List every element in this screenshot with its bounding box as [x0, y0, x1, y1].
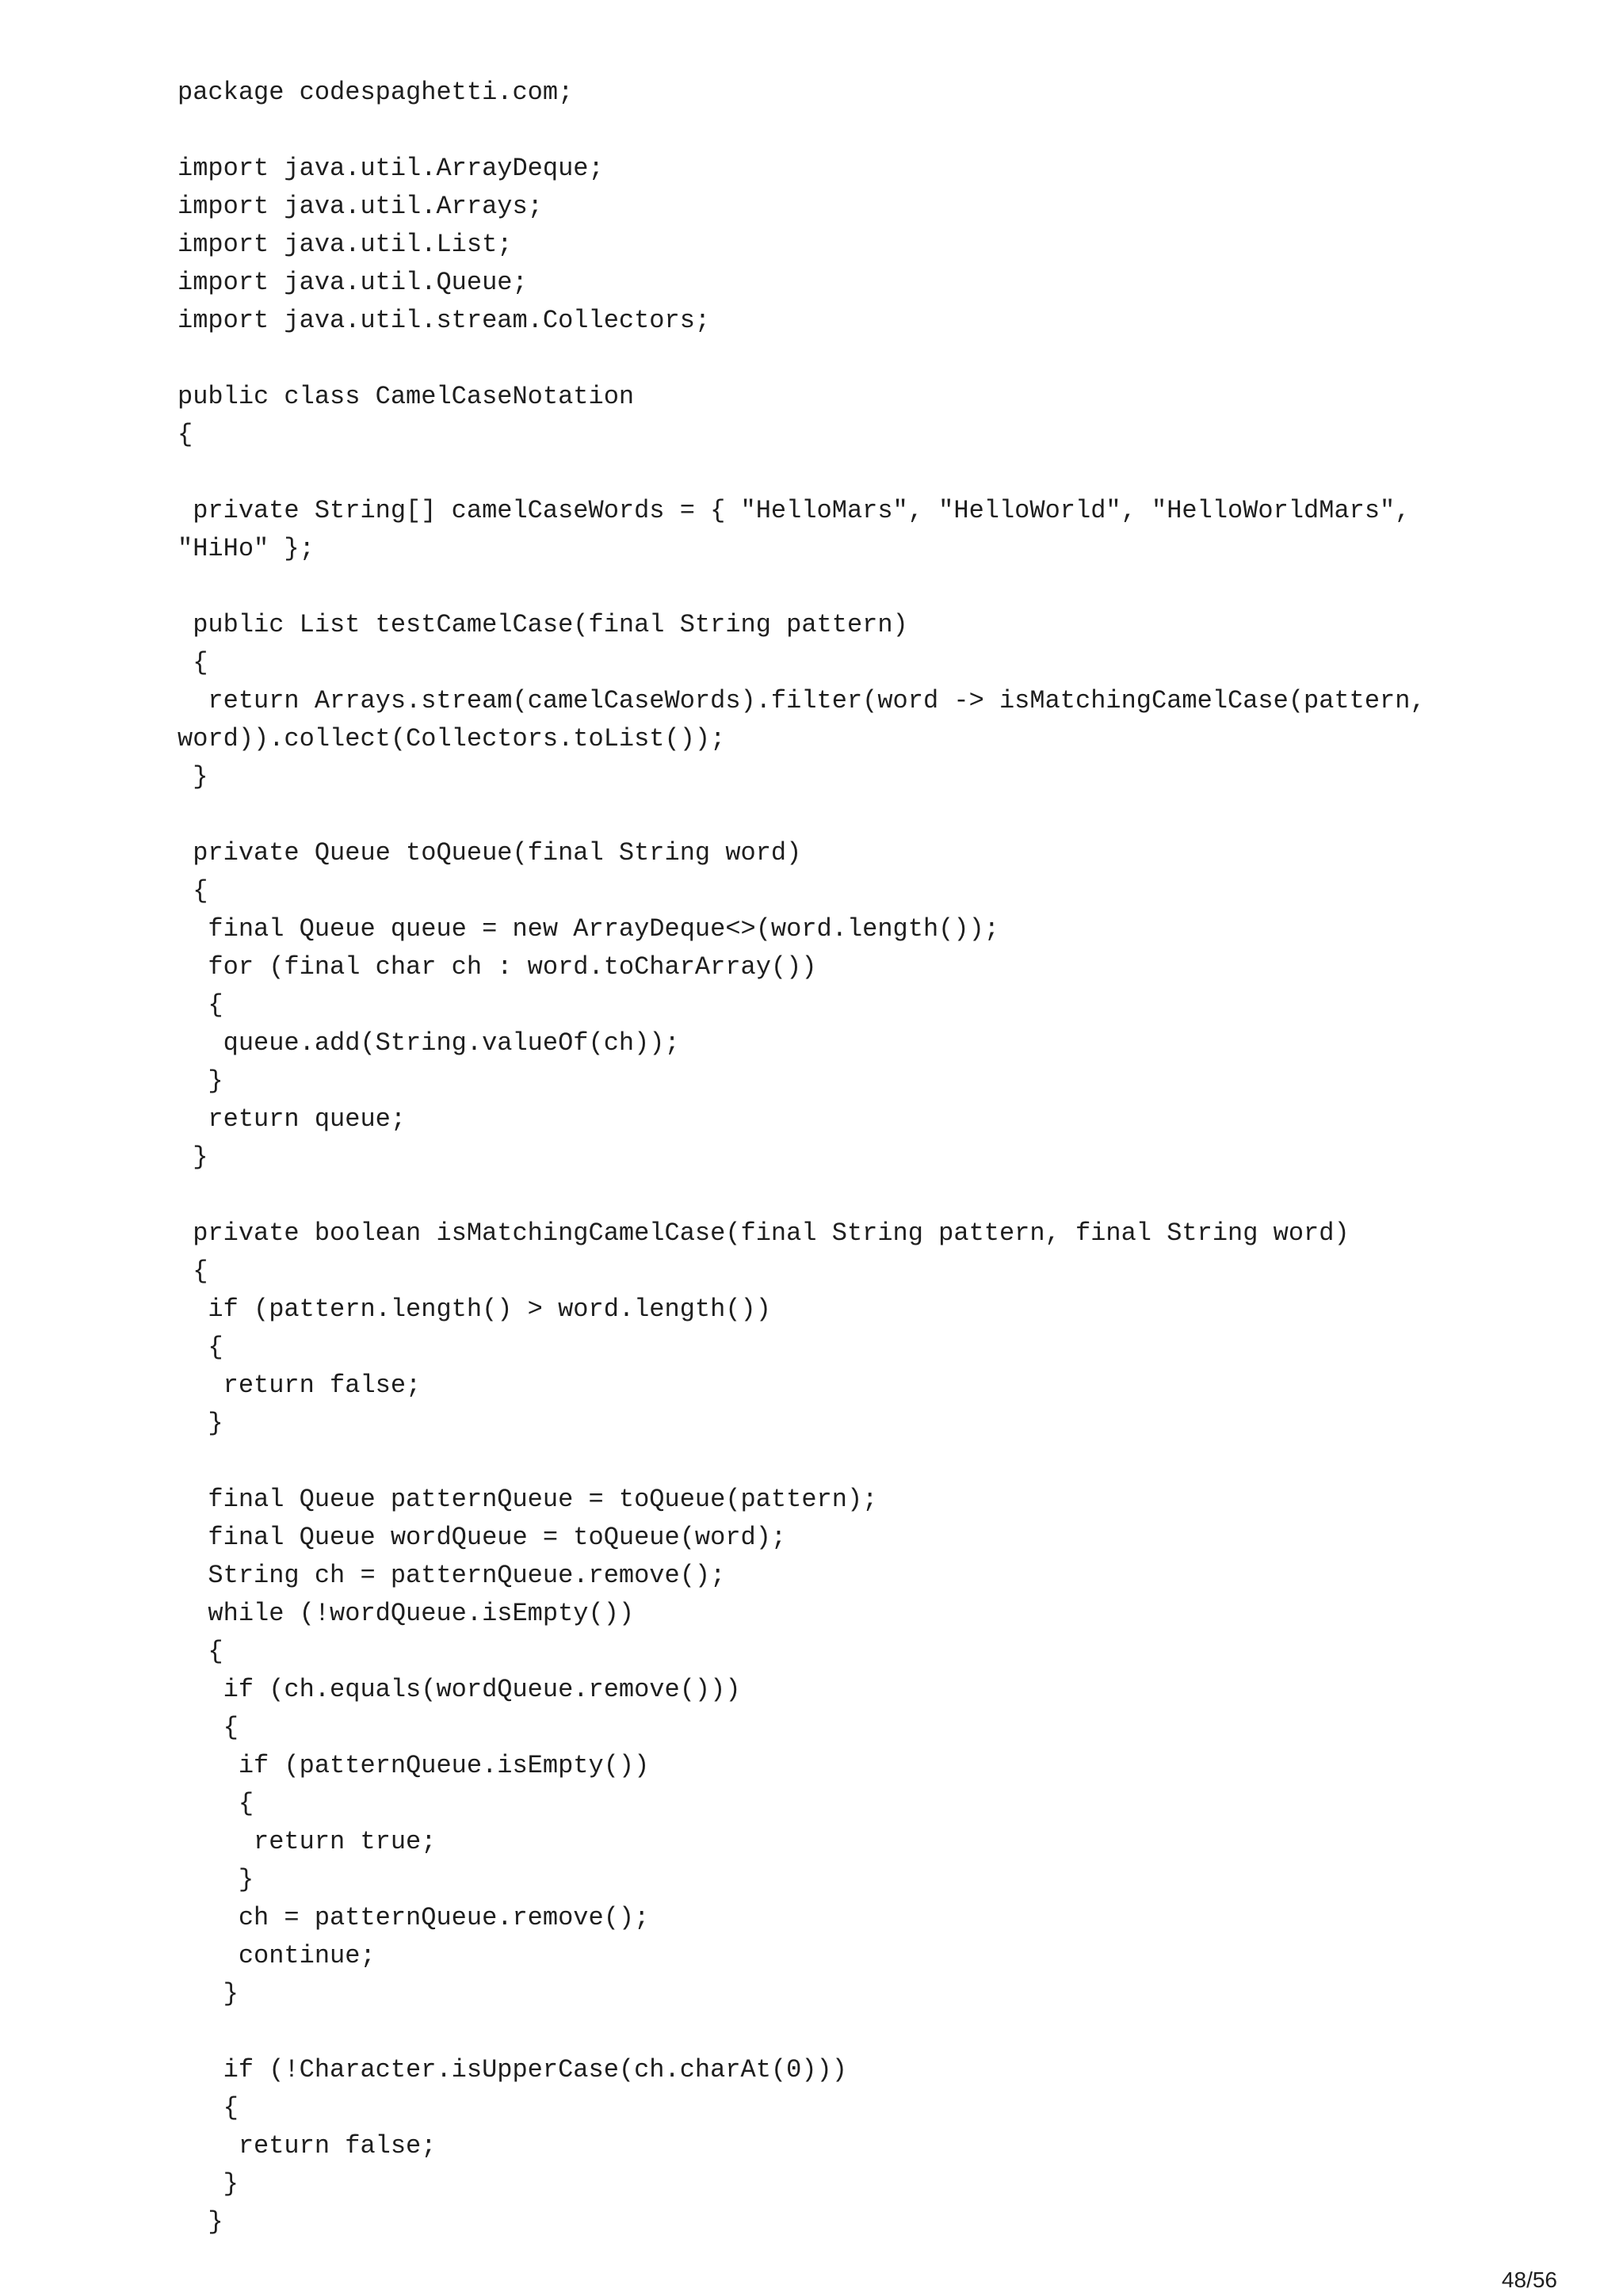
code-line: import java.util.ArrayDeque; [178, 154, 604, 183]
code-line: public List testCamelCase(final String pattern) [178, 610, 908, 639]
code-line: } [178, 1066, 223, 1096]
code-line: "HiHo" }; [178, 534, 315, 563]
code-line: import java.util.stream.Collectors; [178, 306, 711, 335]
code-line: } [178, 1409, 223, 1438]
code-line: } [178, 1865, 254, 1894]
code-line: private String[] camelCaseWords = { "HelloMars", "HelloWorld", "HelloWorldMars", [178, 496, 1411, 525]
code-line: { [178, 1789, 254, 1818]
code-line [178, 796, 1426, 834]
code-line: if (ch.equals(wordQueue.remove())) [178, 1675, 741, 1704]
code-line: String ch = patternQueue.remove(); [178, 1561, 726, 1590]
page-number: 48/56 [1501, 2267, 1557, 2292]
code-line [178, 454, 1426, 492]
code-line: { [178, 990, 223, 1020]
code-line: if (patternQueue.isEmpty()) [178, 1751, 650, 1780]
code-line: final Queue wordQueue = toQueue(word); [178, 1523, 787, 1552]
code-line: import java.util.Arrays; [178, 192, 543, 221]
code-line: private boolean isMatchingCamelCase(final String pattern, final String word) [178, 1219, 1350, 1248]
code-line: final Queue queue = new ArrayDeque<>(word.length()); [178, 914, 999, 944]
code-line: } [178, 762, 208, 791]
code-line [178, 2013, 1426, 2051]
code-line: { [178, 648, 208, 677]
code-line: { [178, 2093, 239, 2122]
code-line: return true; [178, 1827, 437, 1856]
code-line: package codespaghetti.com; [178, 78, 574, 107]
code-line [178, 568, 1426, 606]
code-line: queue.add(String.valueOf(ch)); [178, 1028, 680, 1058]
code-line: return false; [178, 2131, 437, 2161]
code-line [178, 112, 1426, 150]
code-line: { [178, 876, 208, 906]
code-line: final Queue patternQueue = toQueue(pattern); [178, 1485, 878, 1514]
code-line: import java.util.Queue; [178, 268, 528, 297]
code-line [178, 1443, 1426, 1481]
code-line [178, 1177, 1426, 1215]
code-line: if (!Character.isUpperCase(ch.charAt(0))) [178, 2055, 847, 2084]
code-line: public class CamelCaseNotation [178, 382, 635, 411]
code-line: } [178, 1979, 239, 2008]
code-line: return Arrays.stream(camelCaseWords).filter(word -> isMatchingCamelCase(pattern, [178, 686, 1426, 715]
code-line: while (!wordQueue.isEmpty()) [178, 1599, 635, 1628]
code-line: { [178, 1257, 208, 1286]
code-line: { [178, 420, 193, 449]
code-line: if (pattern.length() > word.length()) [178, 1295, 771, 1324]
code-line: } [178, 2169, 239, 2199]
code-line: private Queue toQueue(final String word) [178, 838, 802, 868]
code-line: ch = patternQueue.remove(); [178, 1903, 650, 1932]
code-block [178, 74, 1426, 2241]
code-line: } [178, 2207, 223, 2237]
code-line: { [178, 1333, 223, 1362]
code-line: import java.util.List; [178, 230, 513, 259]
code-line: word)).collect(Collectors.toList()); [178, 724, 726, 753]
code-line: { [178, 1713, 239, 1742]
code-line: continue; [178, 1941, 376, 1970]
code-line: return false; [178, 1371, 422, 1400]
code-line: return queue; [178, 1104, 407, 1134]
code-line: } [178, 1142, 208, 1172]
code-line: { [178, 1637, 223, 1666]
code-line: for (final char ch : word.toCharArray()) [178, 952, 817, 982]
code-line [178, 340, 1426, 378]
